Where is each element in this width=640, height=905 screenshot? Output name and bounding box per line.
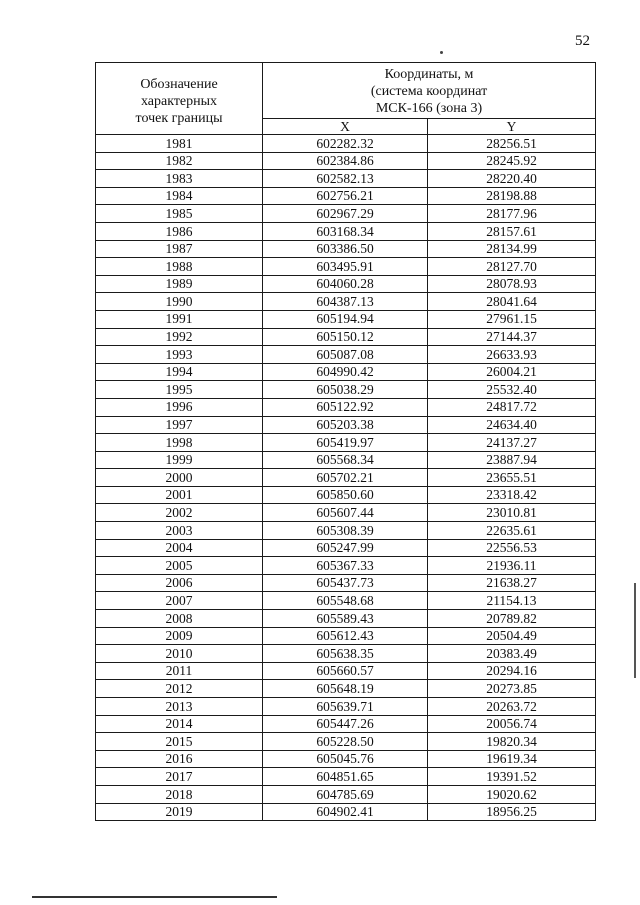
point-cell: 2013 — [96, 698, 263, 716]
table-row — [96, 381, 596, 399]
y-cell: 28134.99 — [428, 240, 596, 258]
table-row — [96, 135, 596, 153]
y-cell: 19820.34 — [428, 733, 596, 751]
x-cell: 605122.92 — [263, 398, 428, 416]
x-cell: 605702.21 — [263, 469, 428, 487]
point-header-line-3: точек границы — [135, 111, 223, 126]
table-row — [96, 803, 596, 821]
table-row — [96, 187, 596, 205]
table-row — [96, 768, 596, 786]
scan-margin-mark — [634, 583, 636, 678]
x-cell: 605308.39 — [263, 522, 428, 540]
y-cell: 25532.40 — [428, 381, 596, 399]
point-cell: 2003 — [96, 522, 263, 540]
x-cell: 605247.99 — [263, 539, 428, 557]
point-cell: 2014 — [96, 715, 263, 733]
point-cell: 2004 — [96, 539, 263, 557]
x-cell: 602756.21 — [263, 187, 428, 205]
point-cell: 2015 — [96, 733, 263, 751]
table-row — [96, 592, 596, 610]
y-cell: 21638.27 — [428, 574, 596, 592]
table-row — [96, 610, 596, 628]
point-cell: 2009 — [96, 627, 263, 645]
y-cell: 23318.42 — [428, 486, 596, 504]
y-cell: 18956.25 — [428, 803, 596, 821]
bottom-rule — [32, 896, 277, 898]
table-row — [96, 750, 596, 768]
point-cell: 2016 — [96, 750, 263, 768]
table-row — [96, 557, 596, 575]
x-cell: 603495.91 — [263, 258, 428, 276]
table-row — [96, 346, 596, 364]
point-cell: 1993 — [96, 346, 263, 364]
table-row — [96, 363, 596, 381]
point-cell: 1989 — [96, 275, 263, 293]
point-cell: 1984 — [96, 187, 263, 205]
y-cell: 20263.72 — [428, 698, 596, 716]
y-cell: 23887.94 — [428, 451, 596, 469]
y-cell: 24817.72 — [428, 398, 596, 416]
x-cell: 603168.34 — [263, 222, 428, 240]
table-row — [96, 398, 596, 416]
table-row — [96, 451, 596, 469]
page-number: 52 — [575, 33, 590, 49]
table-row — [96, 310, 596, 328]
x-column-header: X — [263, 119, 428, 135]
x-cell: 605639.71 — [263, 698, 428, 716]
y-cell: 19391.52 — [428, 768, 596, 786]
x-cell: 605228.50 — [263, 733, 428, 751]
point-cell: 1990 — [96, 293, 263, 311]
table-row — [96, 627, 596, 645]
y-cell: 22556.53 — [428, 539, 596, 557]
x-cell: 604902.41 — [263, 803, 428, 821]
coordinates-header-line-1: Координаты, м — [384, 67, 474, 82]
point-cell: 1982 — [96, 152, 263, 170]
table-row — [96, 698, 596, 716]
point-cell: 2007 — [96, 592, 263, 610]
point-cell: 1992 — [96, 328, 263, 346]
y-cell: 20789.82 — [428, 610, 596, 628]
x-cell: 605194.94 — [263, 310, 428, 328]
coordinates-header — [263, 63, 596, 119]
x-cell: 605087.08 — [263, 346, 428, 364]
x-cell: 604785.69 — [263, 785, 428, 803]
table-row — [96, 539, 596, 557]
point-cell: 2002 — [96, 504, 263, 522]
point-cell: 2012 — [96, 680, 263, 698]
point-cell: 2006 — [96, 574, 263, 592]
table-row — [96, 222, 596, 240]
y-cell: 28078.93 — [428, 275, 596, 293]
x-cell: 605045.76 — [263, 750, 428, 768]
x-cell: 603386.50 — [263, 240, 428, 258]
table-row — [96, 785, 596, 803]
coordinates-header-line-3: МСК-166 (зона 3) — [375, 101, 483, 116]
point-cell: 2011 — [96, 662, 263, 680]
point-cell: 1994 — [96, 363, 263, 381]
y-cell: 28220.40 — [428, 170, 596, 188]
table-row — [96, 733, 596, 751]
table-row — [96, 486, 596, 504]
x-cell: 605607.44 — [263, 504, 428, 522]
x-cell: 605548.68 — [263, 592, 428, 610]
y-cell: 24137.27 — [428, 434, 596, 452]
x-cell: 602967.29 — [263, 205, 428, 223]
point-column-header — [96, 63, 263, 135]
y-cell: 28198.88 — [428, 187, 596, 205]
coordinates-header-line-2: (система координат — [370, 84, 488, 99]
y-cell: 20383.49 — [428, 645, 596, 663]
point-cell: 1987 — [96, 240, 263, 258]
table-row — [96, 645, 596, 663]
table-row — [96, 205, 596, 223]
point-cell: 1998 — [96, 434, 263, 452]
point-cell: 1988 — [96, 258, 263, 276]
table-row — [96, 293, 596, 311]
y-cell: 21936.11 — [428, 557, 596, 575]
y-cell: 28041.64 — [428, 293, 596, 311]
y-cell: 26633.93 — [428, 346, 596, 364]
table-row — [96, 434, 596, 452]
point-cell: 2005 — [96, 557, 263, 575]
x-cell: 602384.86 — [263, 152, 428, 170]
y-cell: 26004.21 — [428, 363, 596, 381]
y-cell: 28245.92 — [428, 152, 596, 170]
x-cell: 605038.29 — [263, 381, 428, 399]
y-cell: 28127.70 — [428, 258, 596, 276]
point-cell: 1985 — [96, 205, 263, 223]
coordinates-table-body — [96, 135, 596, 821]
scan-speck — [440, 51, 443, 54]
point-cell: 1999 — [96, 451, 263, 469]
point-cell: 2017 — [96, 768, 263, 786]
point-cell: 2000 — [96, 469, 263, 487]
x-cell: 605437.73 — [263, 574, 428, 592]
y-cell: 19619.34 — [428, 750, 596, 768]
x-cell: 604387.13 — [263, 293, 428, 311]
table-row — [96, 574, 596, 592]
table-row — [96, 170, 596, 188]
point-cell: 1981 — [96, 135, 263, 153]
table-row — [96, 715, 596, 733]
table-row — [96, 522, 596, 540]
point-cell: 1996 — [96, 398, 263, 416]
point-cell: 1995 — [96, 381, 263, 399]
table-row — [96, 328, 596, 346]
y-cell: 27961.15 — [428, 310, 596, 328]
y-cell: 22635.61 — [428, 522, 596, 540]
point-cell: 1991 — [96, 310, 263, 328]
y-cell: 23655.51 — [428, 469, 596, 487]
point-cell: 2001 — [96, 486, 263, 504]
x-cell: 602582.13 — [263, 170, 428, 188]
x-cell: 604060.28 — [263, 275, 428, 293]
x-cell: 605612.43 — [263, 627, 428, 645]
point-cell: 1986 — [96, 222, 263, 240]
y-cell: 24634.40 — [428, 416, 596, 434]
table-row — [96, 416, 596, 434]
y-cell: 20273.85 — [428, 680, 596, 698]
point-cell: 2010 — [96, 645, 263, 663]
point-cell: 1997 — [96, 416, 263, 434]
y-cell: 27144.37 — [428, 328, 596, 346]
x-cell: 604851.65 — [263, 768, 428, 786]
table-row — [96, 662, 596, 680]
y-cell: 20056.74 — [428, 715, 596, 733]
point-cell: 1983 — [96, 170, 263, 188]
table-row — [96, 680, 596, 698]
point-cell: 2018 — [96, 785, 263, 803]
table-row — [96, 258, 596, 276]
x-cell: 604990.42 — [263, 363, 428, 381]
y-cell: 28157.61 — [428, 222, 596, 240]
x-cell: 605419.97 — [263, 434, 428, 452]
x-cell: 605850.60 — [263, 486, 428, 504]
x-cell: 605648.19 — [263, 680, 428, 698]
y-cell: 28177.96 — [428, 205, 596, 223]
y-cell: 21154.13 — [428, 592, 596, 610]
point-header-line-1: Обозначение — [140, 77, 218, 92]
coordinates-table — [95, 62, 596, 821]
x-cell: 605447.26 — [263, 715, 428, 733]
y-cell: 20504.49 — [428, 627, 596, 645]
x-cell: 605568.34 — [263, 451, 428, 469]
point-cell: 2008 — [96, 610, 263, 628]
y-cell: 19020.62 — [428, 785, 596, 803]
x-cell: 605367.33 — [263, 557, 428, 575]
x-cell: 605589.43 — [263, 610, 428, 628]
x-cell: 605638.35 — [263, 645, 428, 663]
y-cell: 20294.16 — [428, 662, 596, 680]
x-cell: 605150.12 — [263, 328, 428, 346]
x-cell: 605203.38 — [263, 416, 428, 434]
table-row — [96, 469, 596, 487]
x-cell: 605660.57 — [263, 662, 428, 680]
y-cell: 28256.51 — [428, 135, 596, 153]
point-cell: 2019 — [96, 803, 263, 821]
table-row — [96, 275, 596, 293]
table-row — [96, 152, 596, 170]
x-cell: 602282.32 — [263, 135, 428, 153]
point-header-line-2: характерных — [140, 94, 218, 109]
y-cell: 23010.81 — [428, 504, 596, 522]
y-column-header: Y — [428, 119, 596, 135]
table-row — [96, 240, 596, 258]
table-row — [96, 504, 596, 522]
